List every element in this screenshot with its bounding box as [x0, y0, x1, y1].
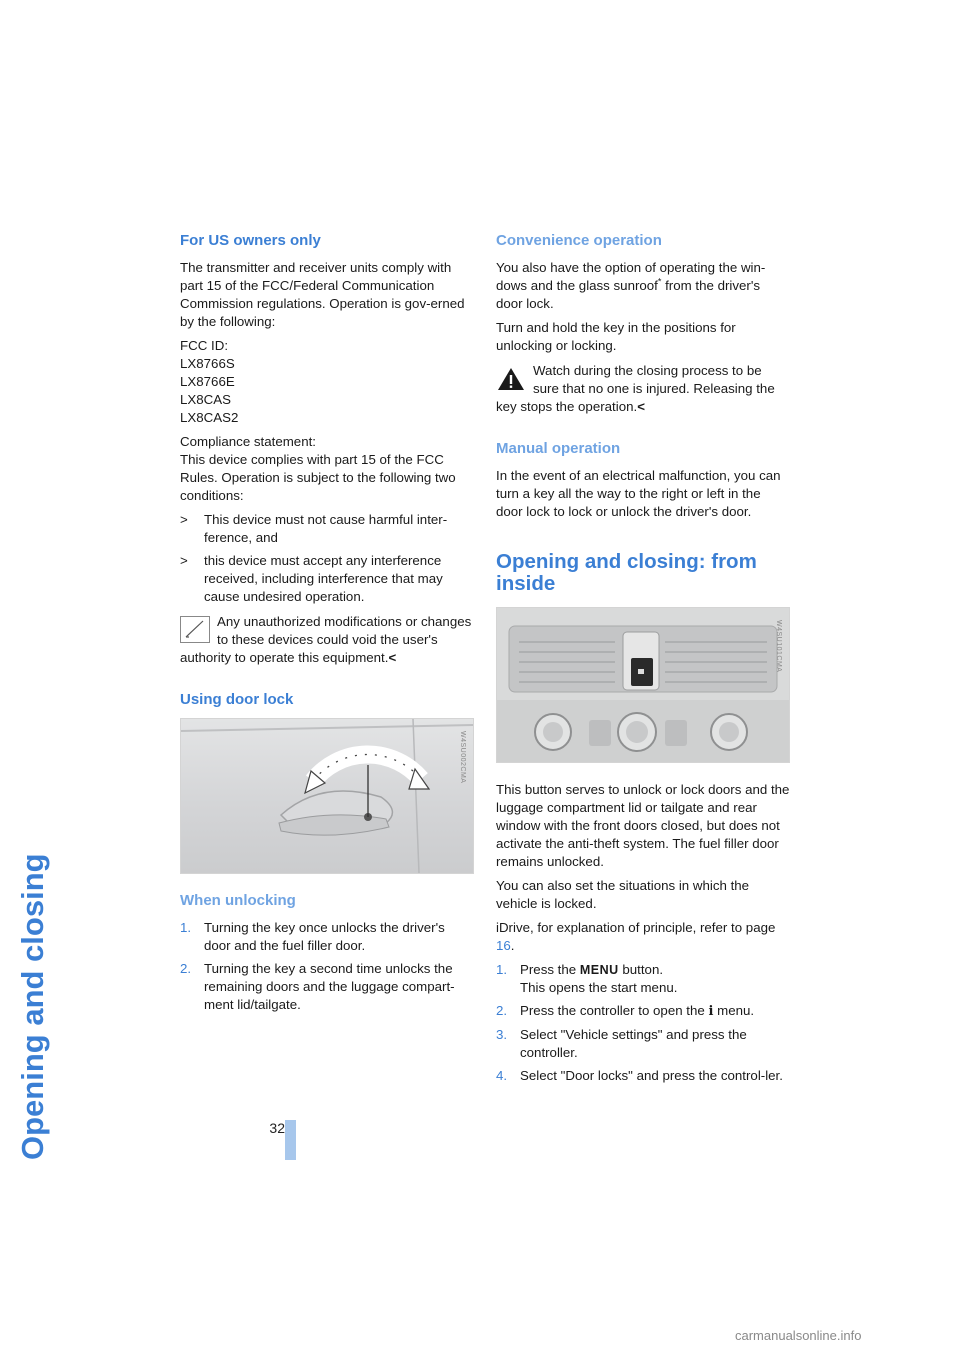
info-icon: i [708, 1004, 714, 1019]
manual-text: In the event of an electrical malfunction, you can turn a key all the way to the right or left in the door lock to lock or unlock the driver's door. [496, 468, 781, 519]
heading-when-unlocking: When unlocking [180, 892, 296, 909]
right-column [496, 232, 790, 1091]
end-mark: < [637, 399, 645, 414]
step-number: 1. [180, 920, 192, 935]
heading-us-owners: For US owners only [180, 232, 321, 249]
heading-door-lock: Using door lock [180, 691, 294, 708]
step-text: Press the controller to open the [520, 1003, 709, 1018]
left-column [180, 232, 474, 1020]
end-mark: < [388, 650, 397, 665]
page-marker-bar [285, 1120, 296, 1160]
central-lock-button-icon [497, 608, 789, 762]
period: . [510, 938, 515, 953]
step-text-end: button. [618, 962, 664, 977]
convenience-text-end: from the driver's door lock. [496, 278, 761, 311]
door-lock-illustration [180, 718, 474, 874]
step-text: Turning the key once unlocks the driver's door and the fuel filler door. [204, 920, 445, 953]
door-handle-icon [181, 719, 473, 873]
note-block [180, 612, 474, 667]
note-text: Any unauthorized modifications or changes to these devices could void the user's authority to operate this equipment. [180, 614, 472, 665]
bullet-marker: > [180, 553, 188, 568]
step-text: Select "Door locks" and press the control-ler. [520, 1068, 783, 1083]
step-text: Turning the key a second time unlocks the remaining doors and the luggage compart-ment lid/tailgate. [204, 961, 455, 1012]
inside-p1: This button serves to unlock or lock doors and the luggage compartment lid or tailgate and rear window with the front doors closed, but does not activate the anti-theft system. The fuel filler door remains unlocked. [496, 782, 790, 869]
bullet-text: this device must accept any interference received, including interference that may cause undesired operation. [204, 553, 443, 604]
step-number: 2. [496, 1003, 508, 1018]
step-number: 3. [496, 1027, 508, 1042]
menu-button-icon: MENU [579, 963, 619, 977]
bullet-text: This device must not cause harmful inter-ference, and [204, 512, 448, 545]
compliance-statement [180, 433, 474, 505]
warning-icon [496, 365, 526, 392]
condition-list [180, 511, 474, 606]
compliance-text: This device complies with part 15 of the FCC Rules. Operation is subject to the following two conditions: [180, 452, 456, 503]
us-intro: The transmitter and receiver units comply with part 15 of the FCC/Federal Communication Commission regulations. Operation is gov-erned by the following: [180, 260, 465, 329]
list-item [180, 552, 474, 606]
list-item [180, 960, 474, 1014]
watermark: carmanualsonline.info [735, 1328, 862, 1343]
step-number: 4. [496, 1068, 508, 1083]
list-item [496, 1026, 790, 1062]
fcc-id-block: FCC ID: LX8766S LX8766E LX8CAS LX8CAS2 [180, 338, 239, 425]
image-code: W4SU002CMA [459, 731, 466, 784]
heading-convenience: Convenience operation [496, 232, 662, 249]
convenience-p2: Turn and hold the key in the positions for unlocking or locking. [496, 320, 736, 353]
note-icon [180, 616, 210, 643]
idrive-steps [496, 961, 790, 1085]
warning-text: Watch during the closing process to be sure that no one is injured. Releasing the key stops the operation. [496, 363, 775, 414]
list-item [180, 919, 474, 955]
convenience-text: You also have the option of operating the win-dows and the glass sunroof [496, 260, 766, 293]
center-console-illustration [496, 607, 790, 763]
inside-p2: You can also set the situations in which the vehicle is locked. [496, 878, 750, 911]
list-item [180, 511, 474, 547]
list-item [496, 961, 790, 997]
inside-p3 [496, 919, 790, 955]
bullet-marker: > [180, 512, 188, 527]
unlocking-steps [180, 919, 474, 1014]
chapter-title-text: Opening and closing [15, 853, 50, 1160]
compliance-label: Compliance statement: [180, 434, 316, 449]
list-item [496, 1002, 790, 1021]
image-code: W4SU101CMA [775, 620, 782, 673]
heading-inside: Opening and closing: from inside [496, 550, 757, 595]
convenience-p1 [496, 259, 790, 313]
list-item [496, 1067, 790, 1085]
step-number: 1. [496, 962, 508, 977]
step-text-end: menu. [713, 1003, 755, 1018]
step-number: 2. [180, 961, 192, 976]
step-subtext: This opens the start menu. [520, 980, 678, 995]
idrive-text: iDrive, for explanation of principle, refer to page [496, 920, 776, 935]
step-text: Select "Vehicle settings" and press the controller. [520, 1027, 747, 1060]
warning-block [496, 361, 790, 416]
option-star: * [657, 276, 662, 287]
page-number: 32 [269, 1120, 285, 1136]
step-text: Press the [520, 962, 580, 977]
page-link[interactable]: 16 [496, 938, 511, 953]
side-chapter-title [10, 230, 56, 1160]
heading-manual: Manual operation [496, 440, 621, 457]
